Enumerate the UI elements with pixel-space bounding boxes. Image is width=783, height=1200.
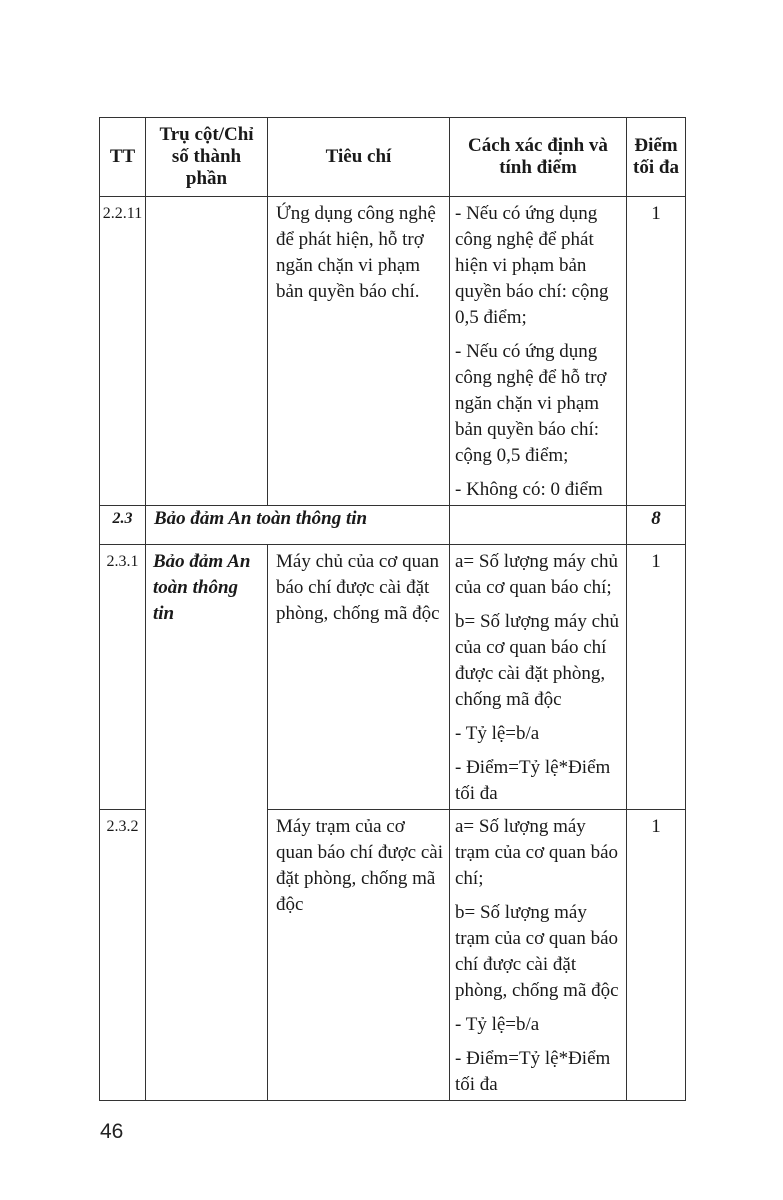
section-row — [100, 506, 686, 545]
row-method — [450, 810, 627, 1101]
table-row — [100, 545, 686, 810]
header-method: Cách xác định và tính điểm — [450, 118, 627, 197]
row-tt: 2.3.1 — [100, 545, 146, 810]
section-max-score: 8 — [627, 506, 686, 545]
row-criteria: Ứng dụng công nghệ để phát hiện, hỗ trợ ngăn chặn vi phạm bản quyền báo chí. — [268, 197, 450, 506]
header-tt: TT — [100, 118, 146, 197]
section-method-empty — [450, 506, 627, 545]
header-max: Điểm tối đa — [627, 118, 686, 197]
header-row — [100, 118, 686, 197]
criteria-table — [99, 117, 686, 1101]
row-criteria: Máy trạm của cơ quan báo chí được cài đặt phòng, chống mã độc — [268, 810, 450, 1101]
method-line: a= Số lượng máy trạm của cơ quan báo chí; — [455, 816, 619, 889]
method-line: - Nếu có ứng dụng công nghệ để hỗ trợ ngăn chặn vi phạm bản quyền báo chí: cộng 0,5 điểm; — [455, 341, 607, 466]
method-line: b= Số lượng máy chủ của cơ quan báo chí được cài đặt phòng, chống mã độc — [455, 611, 620, 710]
method-line: - Tỷ lệ=b/a — [455, 1014, 540, 1035]
row-max-score: 1 — [627, 545, 686, 810]
page-number: 46 — [100, 1120, 124, 1143]
section-tt: 2.3 — [100, 506, 146, 545]
row-criteria: Máy chủ của cơ quan báo chí được cài đặt phòng, chống mã độc — [268, 545, 450, 810]
method-line: - Nếu có ứng dụng công nghệ để phát hiện vi phạm bản quyền báo chí: cộng 0,5 điểm; — [455, 203, 609, 328]
row-pillar: Bảo đảm An toàn thông tin — [146, 545, 268, 1101]
method-line: - Không có: 0 điểm — [455, 479, 603, 500]
row-tt: 2.2.11 — [100, 197, 146, 506]
row-max-score: 1 — [627, 197, 686, 506]
header-pillar: Trụ cột/Chỉ số thành phần — [146, 118, 268, 197]
row-method — [450, 545, 627, 810]
header-criteria: Tiêu chí — [268, 118, 450, 197]
method-line: a= Số lượng máy chủ của cơ quan báo chí; — [455, 551, 618, 598]
method-line: b= Số lượng máy trạm của cơ quan báo chí được cài đặt phòng, chống mã độc — [455, 902, 619, 1001]
row-tt: 2.3.2 — [100, 810, 146, 1101]
method-line: - Điểm=Tỷ lệ*Điểm tối đa — [455, 757, 611, 804]
table-row — [100, 197, 686, 506]
method-line: - Tỷ lệ=b/a — [455, 723, 540, 744]
row-method — [450, 197, 627, 506]
section-title: Bảo đảm An toàn thông tin — [146, 506, 450, 545]
row-max-score: 1 — [627, 810, 686, 1101]
method-line: - Điểm=Tỷ lệ*Điểm tối đa — [455, 1048, 611, 1095]
row-pillar-empty — [146, 197, 268, 506]
